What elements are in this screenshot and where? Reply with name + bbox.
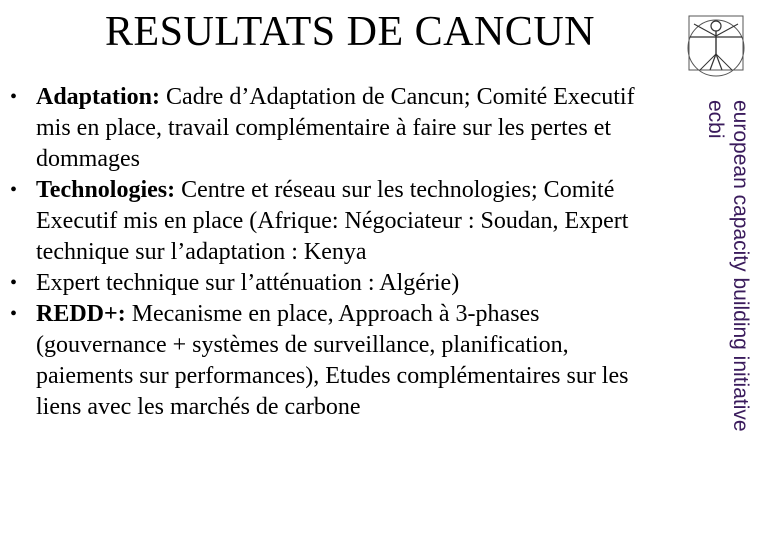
bullet-list bbox=[10, 82, 670, 423]
bullet-glyph: • bbox=[10, 179, 18, 201]
vitruvian-man-icon bbox=[684, 10, 748, 90]
bullet-glyph: • bbox=[10, 303, 18, 325]
bullet-term: Adaptation bbox=[36, 84, 153, 110]
bullet-item-technologies bbox=[10, 175, 670, 268]
bullet-separator: : bbox=[117, 301, 132, 327]
bullet-separator: : bbox=[167, 177, 182, 203]
bullet-text: Mecanisme en place, Approach à 3-phases (gouvernance + systèmes de surveillance, planification, paiements sur performances), Etudes complémentaires sur les liens avec les marchés de carbone bbox=[36, 301, 629, 420]
bullet-term: Technologies bbox=[36, 177, 168, 203]
bullet-item-mitigation-expert bbox=[10, 268, 670, 299]
ecbi-vertical-branding bbox=[703, 100, 753, 432]
bullet-text: Cadre d’Adaptation de Cancun; Comité Executif mis en place, travail complémentaire à faire sur les pertes et dommages bbox=[36, 84, 635, 172]
bullet-glyph: • bbox=[10, 86, 18, 108]
bullet-item-adaptation bbox=[10, 82, 670, 175]
bullet-glyph: • bbox=[10, 272, 18, 294]
ecbi-tagline: european capacity building initiative bbox=[729, 100, 752, 432]
bullet-item-redd bbox=[10, 299, 670, 423]
bullet-text: Expert technique sur l’atténuation : Algérie) bbox=[36, 270, 460, 296]
bullet-term: REDD+ bbox=[36, 301, 118, 327]
bullet-separator: : bbox=[152, 84, 167, 110]
ecbi-acronym: ecbi bbox=[704, 100, 727, 139]
slide-title: RESULTATS DE CANCUN bbox=[105, 9, 595, 55]
bullet-text: Centre et réseau sur les technologies; Comité Executif mis en place (Afrique: Négociateur : Soudan, Expert technique sur l’adaptation : Kenya bbox=[36, 177, 629, 265]
